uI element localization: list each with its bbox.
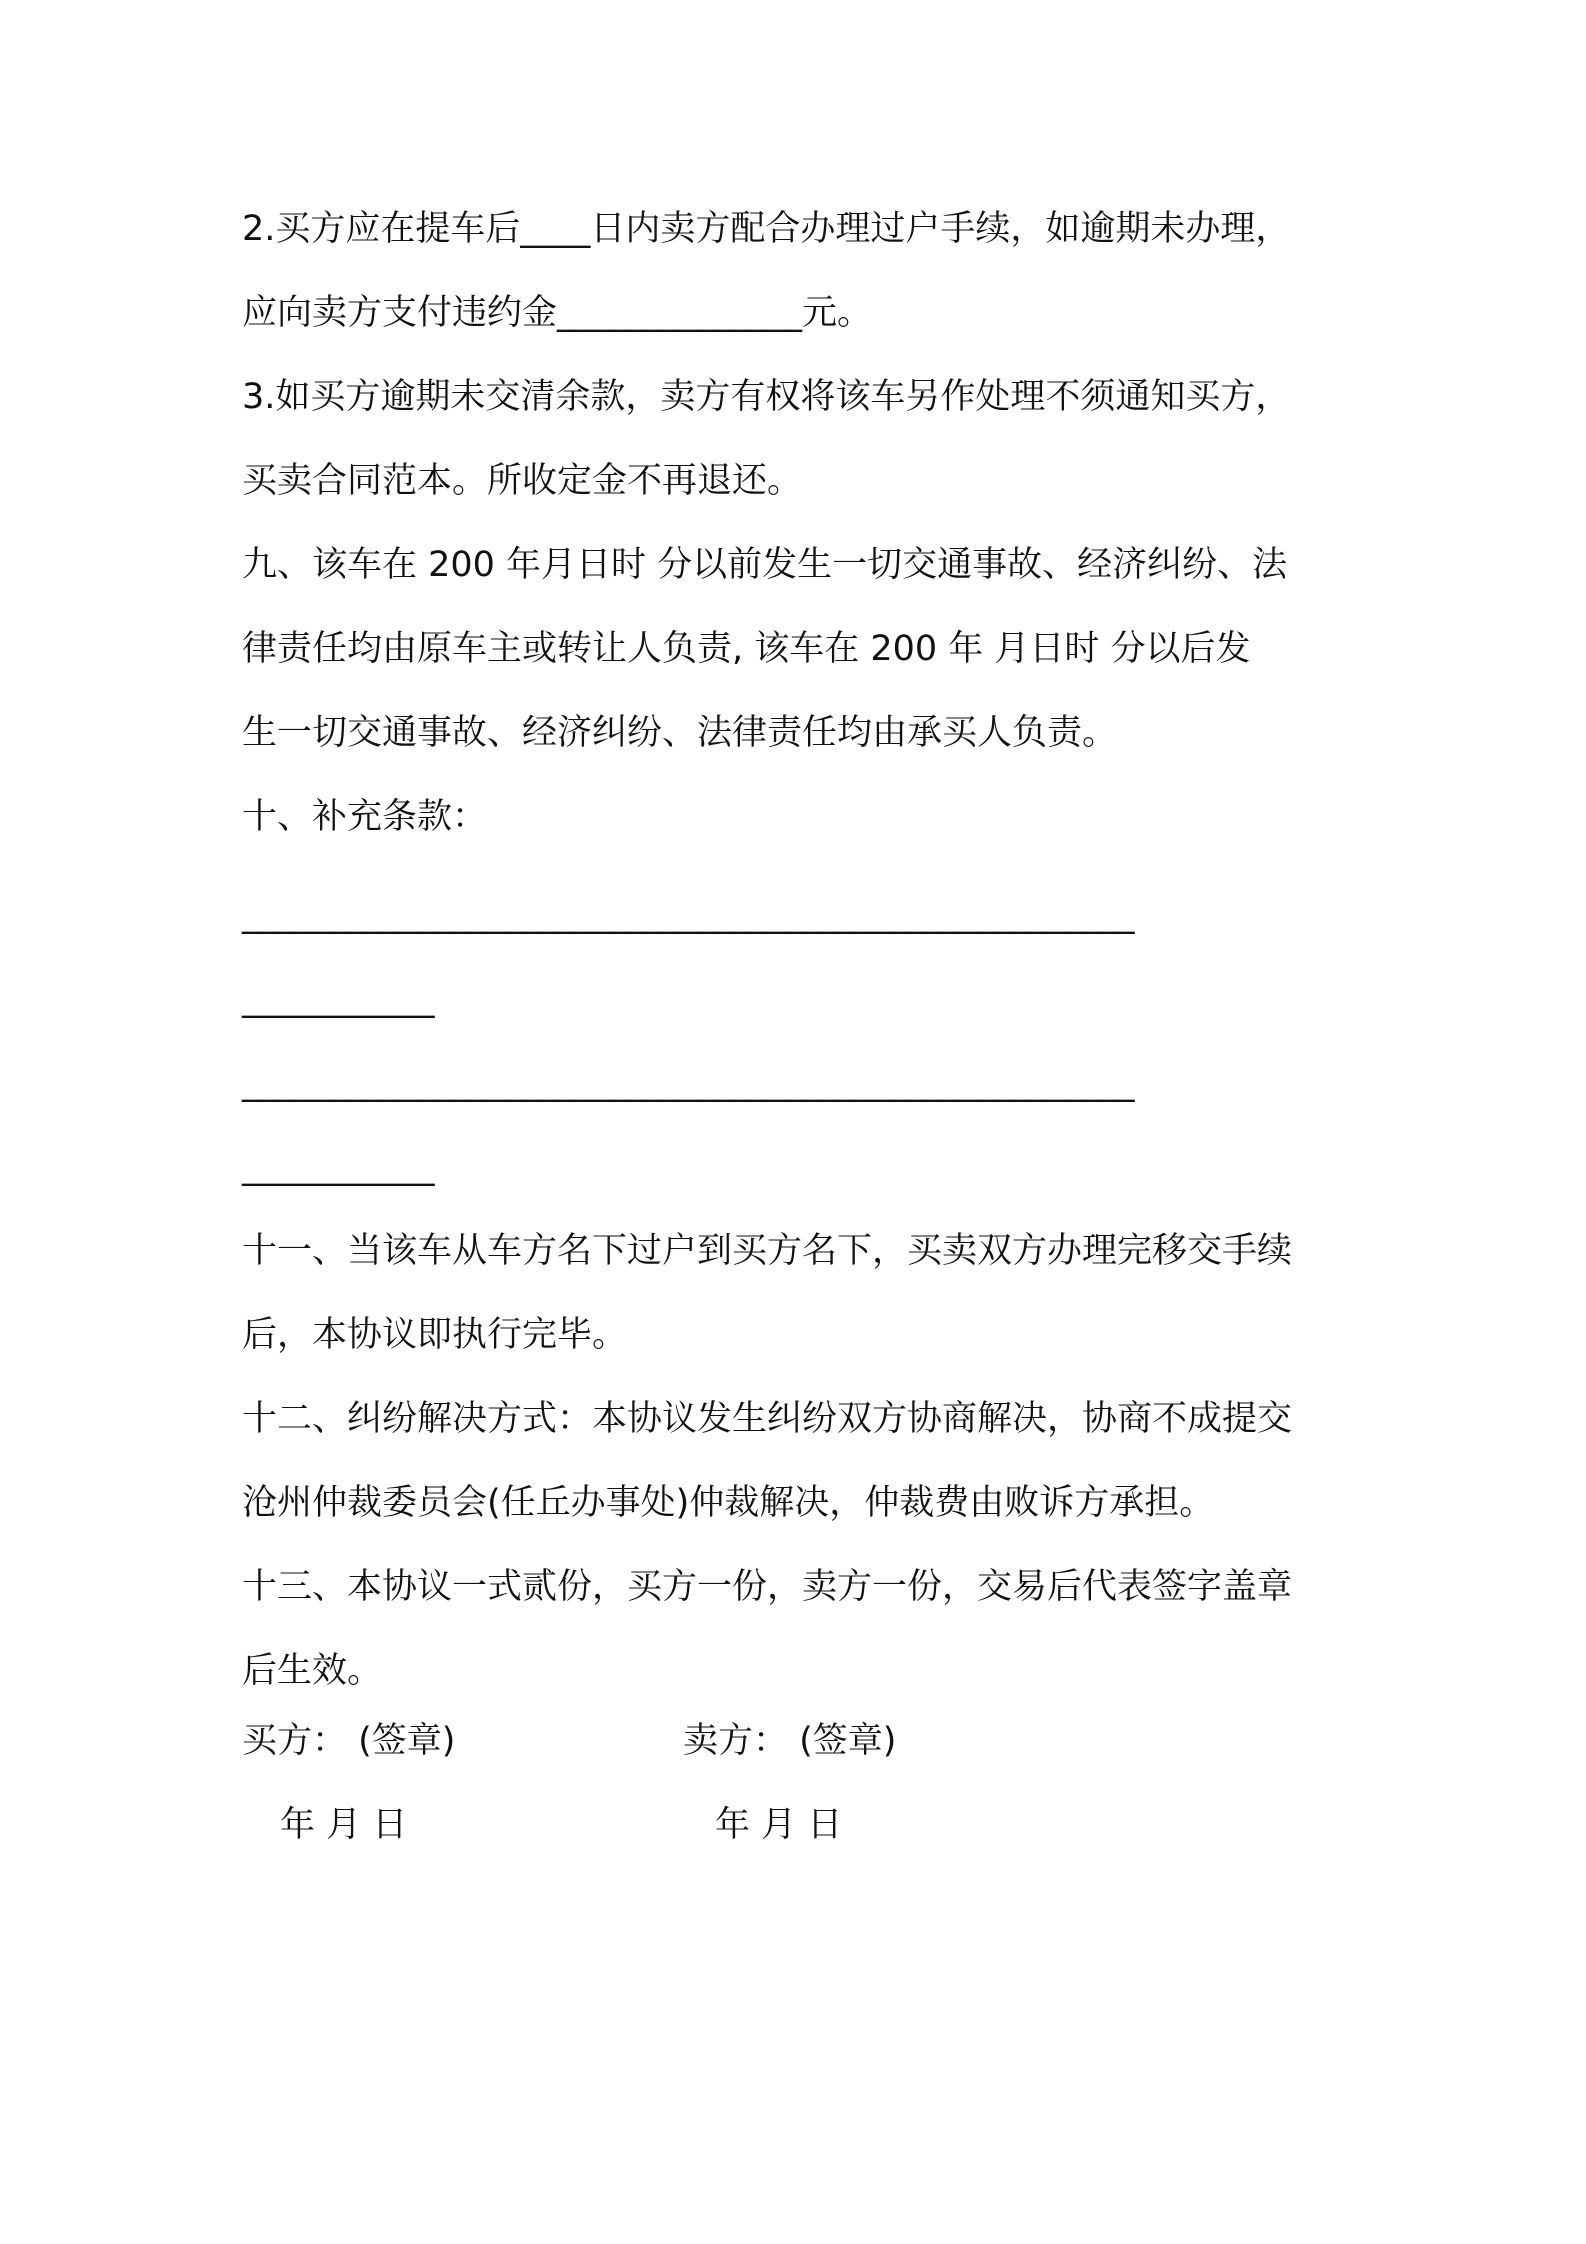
clause-12-line-1: 十二、纠纷解决方式：本协议发生纠纷双方协商解决，协商不成提交	[242, 1399, 1293, 1439]
seller-date: 年 月 日	[715, 1805, 843, 1845]
supplementary-blank-1b: ___________	[242, 979, 435, 1019]
clause-8-2-line-2: 应向卖方支付违约金______________元。	[242, 293, 873, 333]
clause-11-line-1: 十一、当该车从车方名下过户到买方名下，买卖双方办理完移交手续	[242, 1231, 1293, 1271]
clause-12-line-2: 沧州仲裁委员会(任丘办事处)仲裁解决，仲裁费由败诉方承担。	[242, 1483, 1215, 1523]
clause-9-line-1: 九、该车在 200 年月日时 分以前发生一切交通事故、经济纠纷、法	[242, 545, 1288, 585]
clause-9-line-3: 生一切交通事故、经济纠纷、法律责任均由承买人负责。	[242, 713, 1118, 753]
clause-8-2-line-1: 2.买方应在提车后____日内卖方配合办理过户手续，如逾期未办理，	[242, 209, 1291, 249]
supplementary-blank-2b: ___________	[242, 1147, 435, 1187]
clause-11-line-2: 后，本协议即执行完毕。	[242, 1315, 628, 1355]
supplementary-blank-1a: ___________________________________________________	[242, 895, 1135, 935]
clause-10-title: 十、补充条款：	[242, 797, 488, 837]
clause-13-line-1: 十三、本协议一式贰份，买方一份，卖方一份，交易后代表签字盖章	[242, 1567, 1293, 1607]
seller-signature: 卖方： (签章)	[683, 1721, 897, 1761]
clause-9-line-2: 律责任均由原车主或转让人负责, 该车在 200 年 月日时 分以后发	[242, 629, 1251, 669]
buyer-date: 年 月 日	[280, 1805, 408, 1845]
clause-8-3-line-2: 买卖合同范本。所收定金不再退还。	[242, 461, 803, 501]
clause-13-line-2: 后生效。	[242, 1651, 383, 1691]
buyer-signature: 买方： (签章)	[242, 1721, 456, 1761]
supplementary-blank-2a: ___________________________________________________	[242, 1063, 1135, 1103]
clause-8-3-line-1: 3.如买方逾期未交清余款，卖方有权将该车另作处理不须通知买方，	[242, 377, 1291, 417]
